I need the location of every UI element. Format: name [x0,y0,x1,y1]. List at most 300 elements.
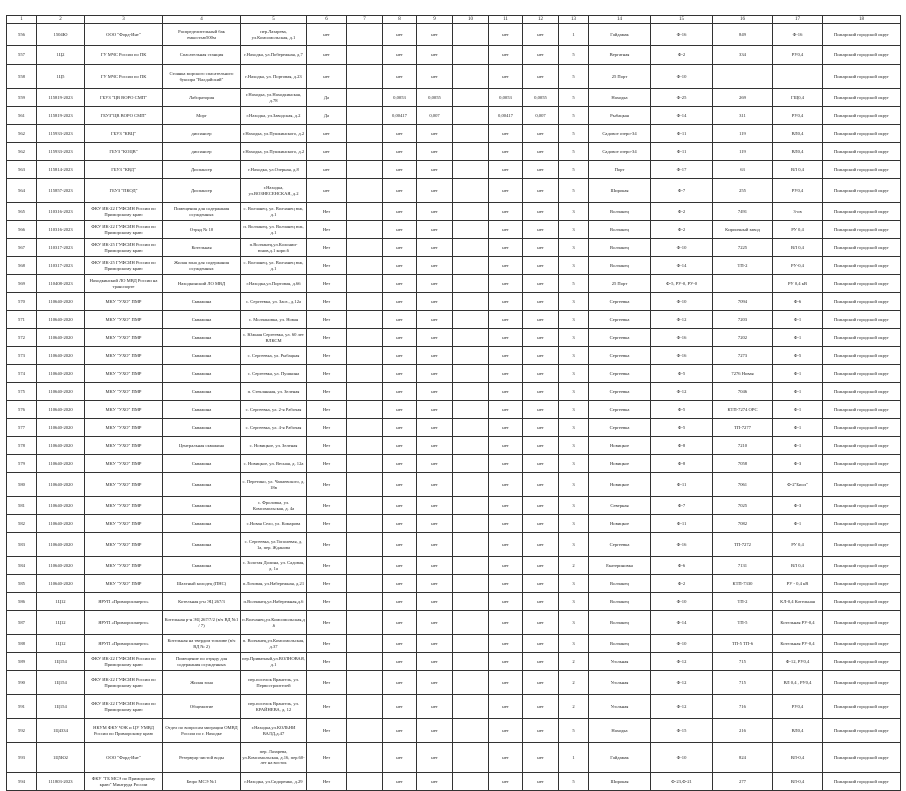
table-cell: 115814-2023 [37,161,85,179]
table-cell: Помещение по отряду для содержания осужденных [163,653,241,671]
table-cell: Скважина [163,473,241,497]
table-cell: Нет [307,611,347,635]
table-cell: Ф-5 [651,401,713,419]
table-cell: Ф-8 [651,455,713,473]
table-cell: 7225 [713,239,773,257]
table-cell: нет [383,773,417,791]
table-cell: Скважина [163,497,241,515]
table-cell: нет [417,347,453,365]
table-cell: Новицкое [589,455,651,473]
table-cell: с.Новая Село, ул. Комарова [241,515,307,533]
table-cell [347,239,383,257]
table-cell: РУ0,4 [773,107,823,125]
table-cell: Вергатная [589,46,651,65]
table-cell: нет [383,671,417,695]
table-cell: ТП-7277 [713,419,773,437]
table-cell: Лаборатория [163,89,241,107]
table-cell [347,743,383,773]
table-cell: 111803-2023 [37,773,85,791]
table-cell: Ф-16 [651,533,713,557]
table-cell: нет [383,275,417,293]
table-cell: нет [307,179,347,203]
table-cell: п.Лозовая, ул.Набережная, д.21 [241,575,307,593]
table-cell: 1Ц154 [37,653,85,671]
table-cell: нет [383,419,417,437]
table-cell: Диспансер [163,161,241,179]
table-cell [347,179,383,203]
table-cell: нет [489,575,523,593]
table-cell: нет [489,515,523,533]
table-cell [453,89,489,107]
table-cell [347,329,383,347]
table-cell: Пожарский городской округ [823,329,901,347]
table-cell [347,671,383,695]
table-cell: 3 [559,257,589,275]
table-cell: Пожарский городской округ [823,743,901,773]
table-cell: Нет [307,533,347,557]
table-cell: 5 [559,179,589,203]
table-cell [347,611,383,635]
table-cell: Нет [307,275,347,293]
table-cell: Пожарский городской округ [823,311,901,329]
table-cell: Пожарский городской округ [823,24,901,46]
table-cell: Нет [307,419,347,437]
table-cell: нет [489,497,523,515]
table-cell: Пожарский городской округ [823,719,901,743]
table-cell: нет [383,593,417,611]
column-header: 14 [589,16,651,24]
table-cell: п. Волчанец,ул.Комсомольская, д.37 [241,635,307,653]
table-cell [347,89,383,107]
table-cell: нет [307,143,347,161]
table-cell: нет [523,329,559,347]
table-cell: 581 [7,497,37,515]
table-cell: Пожарский городской округ [823,611,901,635]
table-cell: нет [523,611,559,635]
table-cell: 216 [713,719,773,743]
table-cell: нет [383,401,417,419]
table-cell: Ф-1 [773,311,823,329]
table-cell: Диспансер [163,179,241,203]
table-cell: 7276 Новая [713,365,773,383]
table-cell: 3 [559,329,589,347]
table-cell: 110640-2020 [37,437,85,455]
table-cell: 5 [559,143,589,161]
table-row [7,383,901,401]
table-cell: г.Находка, ул.Сидоренко, д.29 [241,773,307,791]
table-cell: ФКУ "ГБ МСЭ по Приморскому краю" Минтруда России [85,773,163,791]
table-cell: Сергеевка [589,383,651,401]
table-cell: ВЛ0,4 [773,143,823,161]
table-cell [347,347,383,365]
table-cell: Пожарский городской округ [823,257,901,275]
table-cell [453,611,489,635]
table-cell: Нет [307,239,347,257]
table-cell: нет [417,497,453,515]
table-cell: 580 [7,473,37,497]
table-cell: нет [523,65,559,89]
table-cell [453,419,489,437]
column-header: 16 [713,16,773,24]
table-row [7,203,901,221]
table-cell [453,239,489,257]
table-cell: Порт [589,161,651,179]
table-row [7,671,901,695]
table-cell: Ф-8 [651,437,713,455]
table-cell [453,695,489,719]
table-cell: нет [417,293,453,311]
table-cell: нет [489,671,523,695]
table-cell: РУ-0,4 [773,257,823,275]
table-cell: Ф-10 [651,593,713,611]
table-cell: 0,0053 [383,89,417,107]
table-cell [347,203,383,221]
table-cell: Сергеевка [589,419,651,437]
table-cell: нет [489,473,523,497]
table-cell: 7025 [713,497,773,515]
table-cell: Волчанец [589,593,651,611]
table-cell: ВЛ0,4 [773,719,823,743]
table-cell: Пожарский городской округ [823,275,901,293]
table-cell: 3 [559,203,589,221]
table-cell: Ф-16 [651,329,713,347]
table-cell: нет [383,347,417,365]
table-cell: ТП-7272 [713,533,773,557]
table-cell: Пожарский городской округ [823,107,901,125]
table-cell: нет [417,419,453,437]
table-row [7,419,901,437]
table-cell: нет [489,239,523,257]
table-cell: нет [383,179,417,203]
table-cell: п.Волчанец,ул.Набережная,д.6 [241,593,307,611]
table-cell: нет [489,143,523,161]
column-header: 8 [383,16,417,24]
table-cell [453,125,489,143]
table-cell: Ф-1 [773,515,823,533]
table-cell: РУ - 0,4 кВ [773,575,823,593]
table-cell: г.Находка, ул.Заводская, д.2 [241,107,307,125]
table-cell: ГЩ0,4 [773,89,823,107]
table-cell: нет [489,419,523,437]
table-cell: нет [307,161,347,179]
table-cell: нет [417,239,453,257]
table-cell: 115933-2023 [37,143,85,161]
table-cell: Нет [307,635,347,653]
table-cell: Нет [307,329,347,347]
table-cell: нет [489,533,523,557]
table-cell: Ф-23,Ф-21 [651,773,713,791]
table-cell: Ф-11 [651,125,713,143]
table-cell: 2 [559,653,589,671]
table-cell [347,515,383,533]
column-header: 3 [85,16,163,24]
table-cell: нет [307,24,347,46]
table-cell: 567 [7,239,37,257]
table-cell: Морг [163,107,241,125]
table-cell: 3 [559,221,589,239]
table-cell: ООО "Форд-Инт" [85,743,163,773]
table-cell [453,275,489,293]
table-cell: г.Находка, ул.Пушкинского, д.2 [241,125,307,143]
table-cell: Нет [307,383,347,401]
table-cell: Нет [307,401,347,419]
table-cell: МКУ "УХО" ПМР [85,329,163,347]
table-cell: 3 [559,635,589,653]
table-cell: Волчанец [589,575,651,593]
table-cell: Ф-17 [651,161,713,179]
table-cell: нет [523,383,559,401]
table-cell: нет [489,743,523,773]
table-cell: Скважина [163,311,241,329]
table-row [7,125,901,143]
table-cell: нет [417,179,453,203]
table-cell [453,65,489,89]
table-cell: нет [523,401,559,419]
table-cell: нет [489,179,523,203]
table-cell: 576 [7,401,37,419]
table-cell: 3 [559,437,589,455]
table-cell: нет [523,653,559,671]
table-cell: нет [489,125,523,143]
table-cell [347,107,383,125]
table-cell: 7058 [713,455,773,473]
table-cell: нет [523,143,559,161]
table-cell: 1Ц5 [37,65,85,89]
table-cell: нет [417,473,453,497]
table-cell [453,773,489,791]
table-cell: нет [417,401,453,419]
table-row [7,365,901,383]
table-cell [453,557,489,575]
table-row [7,497,901,515]
table-cell [347,46,383,65]
table-cell: Ф-10 [651,65,713,89]
table-cell: нет [383,497,417,515]
table-cell: нет [523,24,559,46]
table-cell [453,107,489,125]
table-cell: нет [417,46,453,65]
table-cell: г.Находка,ул.КОЛЬНИ ВАЛД,д.47 [241,719,307,743]
table-cell: РУ 0,4 [773,221,823,239]
table-cell: нет [383,611,417,635]
table-cell: 824 [713,743,773,773]
table-cell [453,455,489,473]
table-cell: 334 [713,46,773,65]
table-row [7,401,901,419]
table-cell: Сергеевка [589,365,651,383]
table-cell: Волчанец [589,221,651,239]
table-cell: 564 [7,179,37,203]
table-cell: нет [417,455,453,473]
table-row [7,275,901,293]
table-cell: нет [307,125,347,143]
table-cell: нет [489,593,523,611]
table-cell: Пожарский городской округ [823,653,901,671]
table-row [7,743,901,773]
table-cell: нет [489,203,523,221]
table-cell [453,473,489,497]
table-cell: Отряд № 10 [163,221,241,239]
table-cell: 7046 [713,383,773,401]
table-cell: нет [383,575,417,593]
table-cell: Ф-12 [651,311,713,329]
table-cell: Пожарский городской округ [823,533,901,557]
table-cell: нет [489,221,523,239]
table-cell: нет [489,329,523,347]
table-cell: Ф-1 [773,365,823,383]
table-row [7,719,901,743]
table-cell: Отдел по вопросам миграции ОМВД России по г. Находке [163,719,241,743]
table-cell: 7273 [713,347,773,365]
table-cell: Нет [307,221,347,239]
table-cell: 1Ц154 [37,695,85,719]
table-cell: нет [417,743,453,773]
table-cell: пер.поселок Врангель, ул. Первостроителей [241,671,307,695]
table-cell: нет [489,311,523,329]
table-cell: Нет [307,575,347,593]
table-cell: нет [417,65,453,89]
table-cell: Пожарский городской округ [823,671,901,695]
table-cell [347,533,383,557]
table-cell: нет [417,533,453,557]
table-cell: Сергеевка [589,401,651,419]
table-cell: Ф-3 [773,497,823,515]
table-cell [453,653,489,671]
table-cell: Ф-10 [651,743,713,773]
table-cell: 110640-2020 [37,533,85,557]
table-cell: Пожарский городской округ [823,593,901,611]
table-cell: Нет [307,455,347,473]
column-header: 6 [307,16,347,24]
table-cell: нет [489,347,523,365]
table-cell: диспансер [163,143,241,161]
table-cell: Ф-1 [773,419,823,437]
table-cell [453,575,489,593]
table-cell: ВЛ0,4 [773,125,823,143]
table-cell: 1Ц12 [37,635,85,653]
table-cell: 0,007 [523,107,559,125]
table-cell: нет [383,533,417,557]
table-cell: Угольная [589,671,651,695]
table-cell: нет [417,311,453,329]
table-cell: Ф-25 [651,89,713,107]
table-cell: Ф-2 [651,221,713,239]
table-cell: нет [383,311,417,329]
table-cell [347,773,383,791]
table-cell: нет [523,311,559,329]
table-cell: пер.поселок Врангель, ул. КРАЙНЕВА, д. 12 [241,695,307,719]
table-cell: 715 [713,671,773,695]
table-cell: нет [523,125,559,143]
table-cell: ТП-5 [713,611,773,635]
table-cell: нет [489,383,523,401]
table-cell: нет [383,46,417,65]
table-cell: Нет [307,347,347,365]
table-cell: Волчанец [589,611,651,635]
table-cell: ЯРУП «Приморскэнерго» [85,635,163,653]
table-cell: нет [489,46,523,65]
table-cell: нет [489,455,523,473]
table-cell: нет [417,671,453,695]
table-cell [453,24,489,46]
table-cell: 255 [713,179,773,203]
table-row [7,107,901,125]
table-cell: нет [417,329,453,347]
table-cell: 716 [713,695,773,719]
table-cell: 562 [7,143,37,161]
column-header: 11 [489,16,523,24]
table-cell: нет [417,557,453,575]
table-cell: Находкинский ЛО МВД [163,275,241,293]
table-cell: Пожарский городской округ [823,515,901,533]
table-row [7,161,901,179]
table-cell: 5 [559,65,589,89]
table-cell: 1Ц2 [37,46,85,65]
table-cell: ГБУЗ "КОЦВ" [85,143,163,161]
table-cell: 588 [7,635,37,653]
table-cell: ГУ МЧС России по ПК [85,46,163,65]
table-cell: 0,007 [417,107,453,125]
table-cell: 110640-2020 [37,383,85,401]
table-cell: нет [383,515,417,533]
table-cell [453,401,489,419]
table-cell: ТП-2 [713,593,773,611]
table-cell: нет [383,653,417,671]
table-cell: г.Находка, ул.Озерная, д.8 [241,161,307,179]
table-cell: нет [523,557,559,575]
column-header: 4 [163,16,241,24]
table-cell [453,365,489,383]
table-cell: 5 [559,125,589,143]
table-cell [347,65,383,89]
table-cell: 557 [7,46,37,65]
table-cell: с. Сергеевка, ул. Заоз., д.12а [241,293,307,311]
table-cell [347,221,383,239]
table-cell: ВЛ 0,4 , РУ0,4 [773,671,823,695]
table-cell: нет [489,257,523,275]
table-cell: нет [383,203,417,221]
table-cell: нет [489,365,523,383]
table-cell: Ф-16 [773,24,823,46]
table-cell: 115857-2023 [37,179,85,203]
table-row [7,24,901,46]
table-cell: 849 [713,24,773,46]
table-cell: 1Ц4334 [37,719,85,743]
table-cell: 0,0055 [417,89,453,107]
table-row [7,437,901,455]
table-cell: нет [523,221,559,239]
table-cell: Пожарский городской округ [823,695,901,719]
table-cell: 3 [559,365,589,383]
table-cell: Новицкое [589,437,651,455]
table-cell: Волчанец [589,239,651,257]
table-cell: 5 [559,275,589,293]
table-cell [773,65,823,89]
table-cell [347,143,383,161]
table-cell: Рыбацкая [589,107,651,125]
table-cell: 3 [559,473,589,497]
table-cell: Пожарский городской округ [823,203,901,221]
table-cell: Пожарский городской округ [823,419,901,437]
table-cell: 1Ц154 [37,671,85,695]
table-cell: ФКУ ИК-22 ГУФСИН России по Приморскому краю [85,221,163,239]
table-cell: нет [489,293,523,311]
table-cell: пер.Приватный,ул.ВОЛНОВАЯ,д.1 [241,653,307,671]
table-cell: 7491 [713,203,773,221]
table-cell [347,719,383,743]
table-cell: нет [383,125,417,143]
table-cell: Ф-2 [651,203,713,221]
